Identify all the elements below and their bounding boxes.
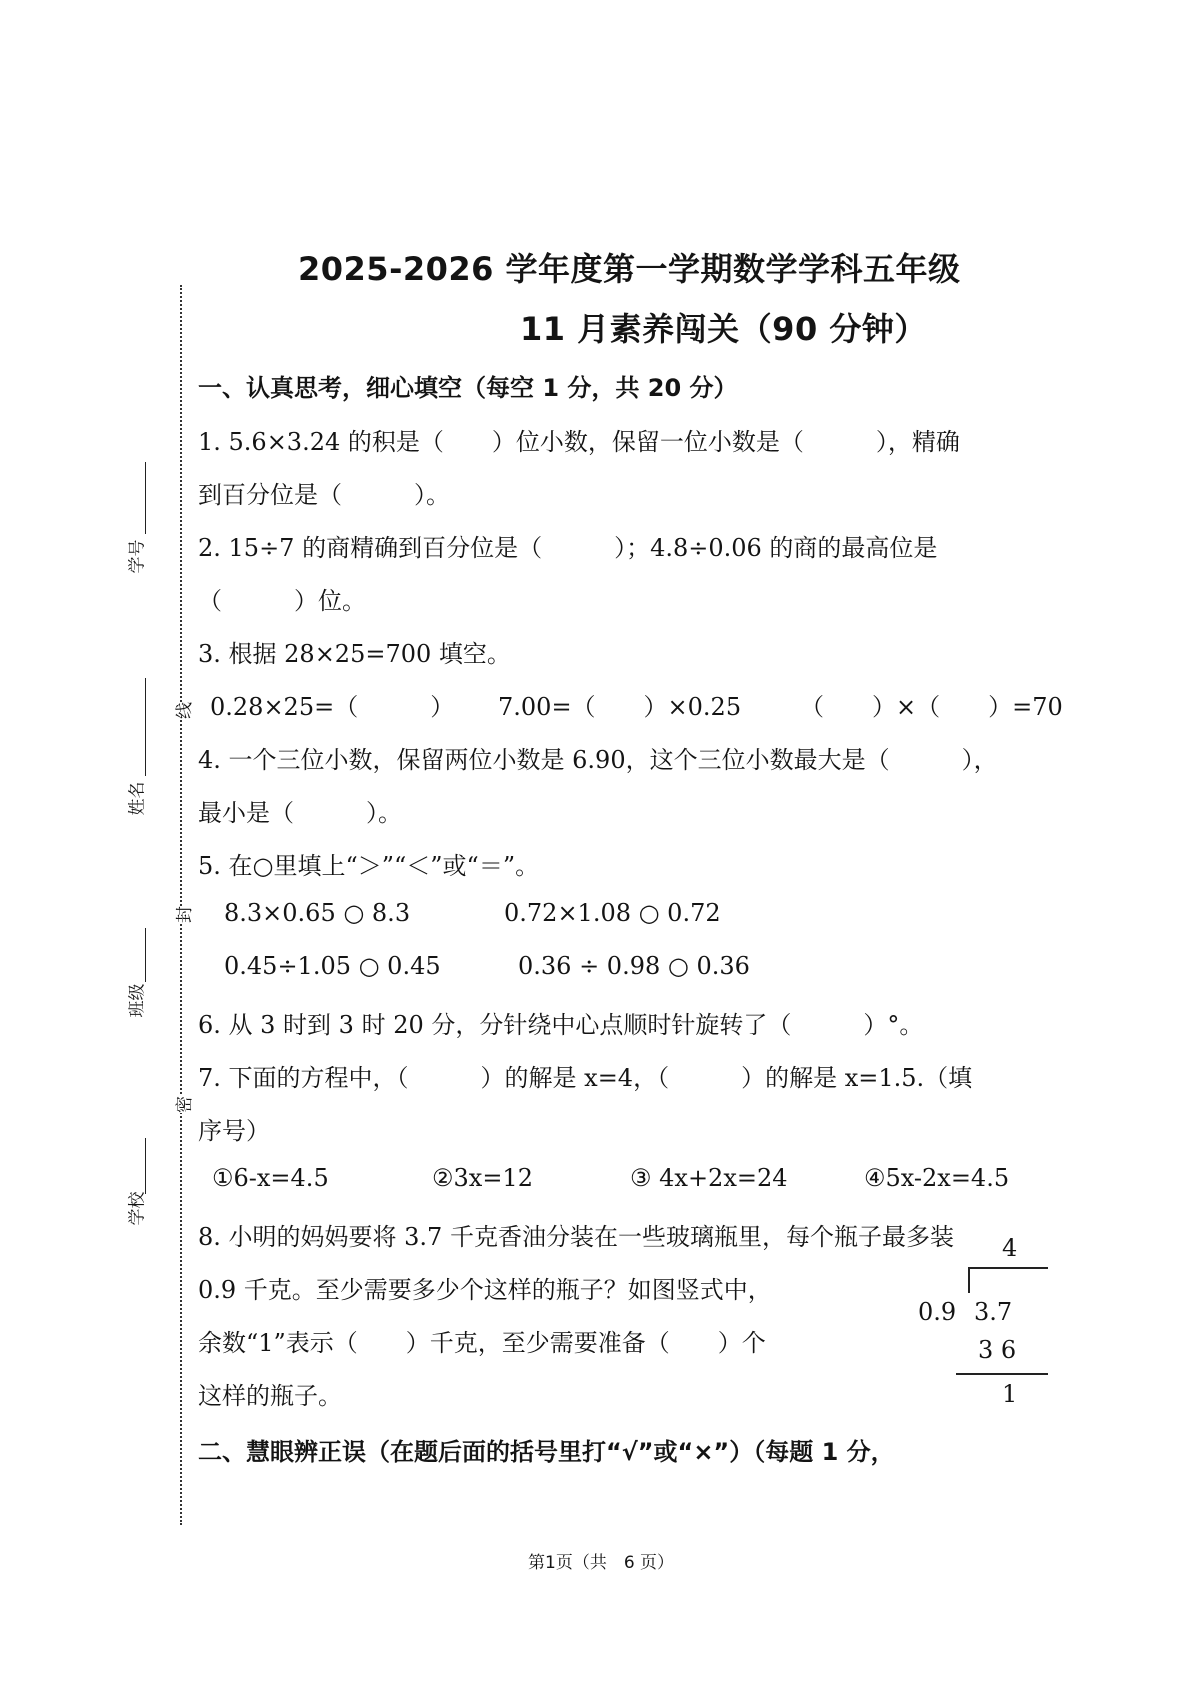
binding-dotted-line <box>180 285 182 1525</box>
q7-item-3: ③ 4x+2x=24 <box>630 1164 788 1192</box>
q2-line2: （ ）位。 <box>198 587 366 615</box>
q1-line1: 1. 5.6×3.24 的积是（ ）位小数，保留一位小数是（ ），精确 <box>198 428 960 456</box>
exam-title-line1: 2025-2026 学年度第一学期数学学科五年级 <box>298 250 961 288</box>
q3-line1: 3. 根据 28×25=700 填空。 <box>198 640 511 668</box>
class-fill-line <box>145 928 146 982</box>
q2-line1: 2. 15÷7 的商精确到百分位是（ ）；4.8÷0.06 的商的最高位是 <box>198 534 938 562</box>
name-label: 姓名 <box>127 781 148 816</box>
division-bracket <box>968 1267 970 1293</box>
q4-line2: 最小是（ ）。 <box>198 799 402 827</box>
seal-char-seal: 封 <box>170 906 195 923</box>
school-label: 学校 <box>127 1191 148 1226</box>
q4-line1: 4. 一个三位小数，保留两位小数是 6.90，这个三位小数最大是（ ）， <box>198 746 998 774</box>
q7-item-2: ②3x=12 <box>432 1164 533 1192</box>
q7-line1: 7. 下面的方程中，（ ）的解是 x=4，（ ）的解是 x=1.5.（填 <box>198 1064 973 1092</box>
student-number-fill-line <box>145 462 146 534</box>
q8-line4: 这样的瓶子。 <box>198 1382 342 1410</box>
division-top-bar <box>968 1267 1048 1269</box>
q3-item-2: 7.00=（ ）×0.25 <box>498 693 742 721</box>
q8-line1: 8. 小明的妈妈要将 3.7 千克香油分装在一些玻璃瓶里，每个瓶子最多装 <box>198 1223 954 1251</box>
division-dividend: 3.7 <box>974 1298 1013 1326</box>
page-number: 第1页（共 6 页） <box>528 1553 675 1573</box>
school-fill-line <box>145 1138 146 1194</box>
class-label: 班级 <box>127 983 148 1018</box>
student-number-label: 学号 <box>127 539 148 574</box>
section2-heading: 二、慧眼辨正误（在题后面的括号里打“√”或“×”）（每题 1 分， <box>198 1438 895 1466</box>
q6-line1: 6. 从 3 时到 3 时 20 分，分针绕中心点顺时针旋转了（ ）°。 <box>198 1011 924 1039</box>
division-divisor: 0.9 <box>918 1298 957 1326</box>
q7-item-1: ①6-x=4.5 <box>212 1164 329 1192</box>
division-remainder: 1 <box>1002 1380 1018 1408</box>
q5-item-1: 8.3×0.65 ○ 8.3 <box>224 899 411 927</box>
q7-item-4: ④5x-2x=4.5 <box>864 1164 1010 1192</box>
q3-item-1: 0.28×25=（ ） <box>210 693 455 721</box>
division-quotient: 4 <box>1002 1234 1018 1262</box>
q8-line3: 余数“1”表示（ ）千克，至少需要准备（ ）个 <box>198 1329 766 1357</box>
q3-item-3: （ ）×（ ）=70 <box>800 693 1063 721</box>
seal-char-secret: 密 <box>170 1096 195 1113</box>
q5-item-3: 0.45÷1.05 ○ 0.45 <box>224 952 441 980</box>
name-fill-line <box>145 678 146 776</box>
q5-item-4: 0.36 ÷ 0.98 ○ 0.36 <box>518 952 750 980</box>
q7-line2: 序号） <box>198 1117 270 1145</box>
q1-line2: 到百分位是（ ）。 <box>198 481 450 509</box>
division-product: 3 6 <box>978 1336 1017 1364</box>
section1-heading: 一、认真思考，细心填空（每空 1 分，共 20 分） <box>198 374 738 402</box>
exam-title-line2: 11 月素养闯关（90 分钟） <box>520 310 927 348</box>
q8-line2: 0.9 千克。至少需要多少个这样的瓶子？如图竖式中， <box>198 1276 772 1304</box>
q5-line1: 5. 在○里填上“＞”“＜”或“＝”。 <box>198 852 540 880</box>
division-subtraction-bar <box>956 1373 1048 1375</box>
q5-item-2: 0.72×1.08 ○ 0.72 <box>504 899 721 927</box>
seal-char-line: 线 <box>170 702 195 719</box>
